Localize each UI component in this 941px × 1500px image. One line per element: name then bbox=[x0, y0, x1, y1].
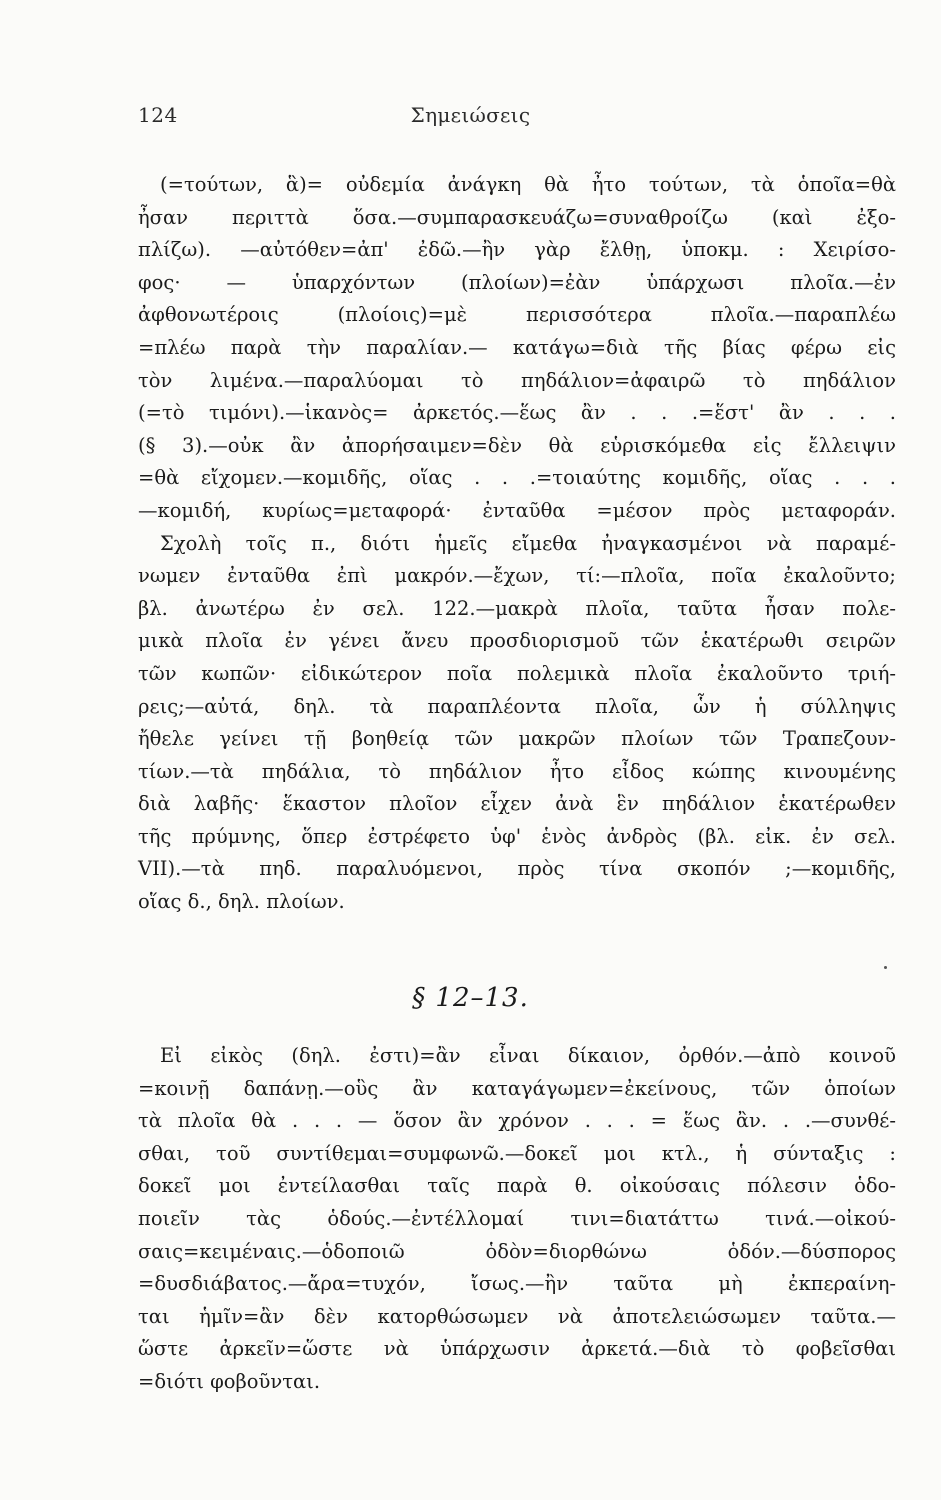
text-line: VII).—τὰ πηδ. παραλυόμενοι, πρὸς τίνα σκοπόν ;—κομιδῆς, bbox=[138, 857, 896, 881]
text-line: =διότι φοβοῦνται. bbox=[138, 1369, 321, 1393]
text-line: ἤθελε γείνει τῇ βοηθείᾳ τῶν μακρῶν πλοίων τῶν Τραπεζουν- bbox=[138, 727, 896, 751]
text-line: βλ. ἀνωτέρω ἐν σελ. 122.—μακρὰ πλοῖα, ταῦτα ἦσαν πολε- bbox=[138, 596, 896, 620]
notes-paragraph-1 bbox=[138, 169, 896, 919]
text-line: Σχολὴ τοῖς π., διότι ἡμεῖς εἴμεθα ἠναγκασμένοι νὰ παραμέ- bbox=[160, 531, 896, 555]
text-line: (§ 3).—οὐκ ἂν ἀπορήσαιμεν=δὲν θὰ εὑρισκόμεθα εἰς ἔλλειψιν bbox=[138, 433, 896, 457]
page-header-title: Σημειώσεις bbox=[410, 103, 531, 127]
text-line: (=τούτων, ἃ)= οὐδεμία ἀνάγκη θὰ ἦτο τούτων, τὰ ὁποῖα=θὰ bbox=[160, 173, 896, 196]
text-line: τίων.—τὰ πηδάλια, τὸ πηδάλιον ἦτο εἶδος κώπης κινουμένης bbox=[138, 759, 896, 783]
text-line: τῆς πρύμνης, ὅπερ ἐστρέφετο ὑφ' ἑνὸς ἀνδρὸς (βλ. εἰκ. ἐν σελ. bbox=[138, 824, 896, 848]
stray-dot bbox=[884, 966, 887, 969]
section-heading: § 12–13. bbox=[412, 983, 529, 1013]
text-line: ρεις;—αὐτά, δηλ. τὰ παραπλέοντα πλοῖα, ὧν ἡ σύλληψις bbox=[138, 694, 896, 718]
text-line: τῶν κωπῶν· εἰδικώτερον ποῖα πολεμικὰ πλοῖα ἐκαλοῦντο τριή- bbox=[138, 661, 896, 685]
text-line: οἵας δ., δηλ. πλοίων. bbox=[138, 890, 345, 914]
running-head bbox=[138, 103, 803, 133]
text-line: σαις=κειμέναις.—ὁδοποιῶ ὁδὸν=διορθώνω ὁδόν.—δύσπορος bbox=[138, 1239, 896, 1263]
text-line: =πλέω παρὰ τὴν παραλίαν.— κατάγω=διὰ τῆς βίας φέρω εἰς bbox=[138, 335, 896, 359]
text-line: =δυσδιάβατος.—ἄρα=τυχόν, ἴσως.—ἢν ταῦτα μὴ ἐκπεραίνη- bbox=[138, 1272, 896, 1296]
text-line: ποιεῖν τὰς ὁδούς.—ἐντέλλομαί τινι=διατάττω τινά.—οἰκού- bbox=[138, 1206, 896, 1230]
text-line: (=τὸ τιμόνι).—ἱκανὸς= ἀρκετός.—ἕως ἂν . . .=ἕστ' ἂν . . . bbox=[138, 401, 896, 425]
notes-paragraph-2 bbox=[138, 1040, 896, 1399]
text-line: νωμεν ἐνταῦθα ἐπὶ μακρόν.—ἔχων, τί:—πλοῖα, ποῖα ἐκαλοῦντο; bbox=[138, 564, 896, 588]
text-line: φος· — ὑπαρχόντων (πλοίων)=ἐὰν ὑπάρχωσι πλοῖα.—ἐν bbox=[138, 270, 896, 294]
text-line: πλίζω). —αὐτόθεν=ἀπ' ἐδῶ.—ἢν γὰρ ἔλθῃ, ὑποκμ. : Χειρίσο- bbox=[138, 238, 896, 262]
text-line: =κοινῇ δαπάνῃ.—οὓς ἂν καταγάγωμεν=ἐκείνους, τῶν ὁποίων bbox=[138, 1076, 896, 1100]
text-line: ἀφθονωτέροις (πλοίοις)=μὲ περισσότερα πλοῖα.—παραπλέω bbox=[138, 303, 896, 327]
text-line: ται ἡμῖν=ἂν δὲν κατορθώσωμεν νὰ ἀποτελειώσωμεν ταῦτα.— bbox=[138, 1304, 896, 1328]
page-number: 124 bbox=[138, 103, 178, 127]
text-line: διὰ λαβῆς· ἕκαστον πλοῖον εἶχεν ἀνὰ ἓν πηδάλιον ἑκατέρωθεν bbox=[138, 792, 896, 816]
text-line: ἦσαν περιττὰ ὅσα.—συμπαρασκευάζω=συναθροίζω (καὶ ἐξο- bbox=[138, 205, 896, 229]
text-line: ὥστε ἀρκεῖν=ὥστε νὰ ὑπάρχωσιν ἀρκετά.—διὰ τὸ φοβεῖσθαι bbox=[138, 1337, 896, 1361]
text-line: =θὰ εἴχομεν.—κομιδῆς, οἵας . . .=τοιαύτης κομιδῆς, οἵας . . . bbox=[138, 466, 896, 490]
text-line: μικὰ πλοῖα ἐν γένει ἄνευ προσδιορισμοῦ τῶν ἑκατέρωθι σειρῶν bbox=[138, 629, 896, 653]
text-line: —κομιδή, κυρίως=μεταφορά· ἐνταῦθα =μέσον πρὸς μεταφοράν. bbox=[138, 498, 896, 522]
text-line: τὰ πλοῖα θὰ . . . — ὅσον ἂν χρόνον . . . = ἕως ἂν. . .—συνθέ- bbox=[138, 1109, 896, 1133]
text-line: Εἰ εἰκὸς (δηλ. ἐστι)=ἂν εἶναι δίκαιον, ὀρθόν.—ἀπὸ κοινοῦ bbox=[160, 1044, 896, 1067]
text-line: τὸν λιμένα.—παραλύομαι τὸ πηδάλιον=ἀφαιρῶ τὸ πηδάλιον bbox=[138, 368, 896, 392]
text-line: σθαι, τοῦ συντίθεμαι=συμφωνῶ.—δοκεῖ μοι κτλ., ἡ σύνταξις : bbox=[138, 1141, 896, 1165]
text-line: δοκεῖ μοι ἐντείλασθαι ταῖς παρὰ θ. οἰκούσαις πόλεσιν ὁδο- bbox=[138, 1174, 896, 1198]
